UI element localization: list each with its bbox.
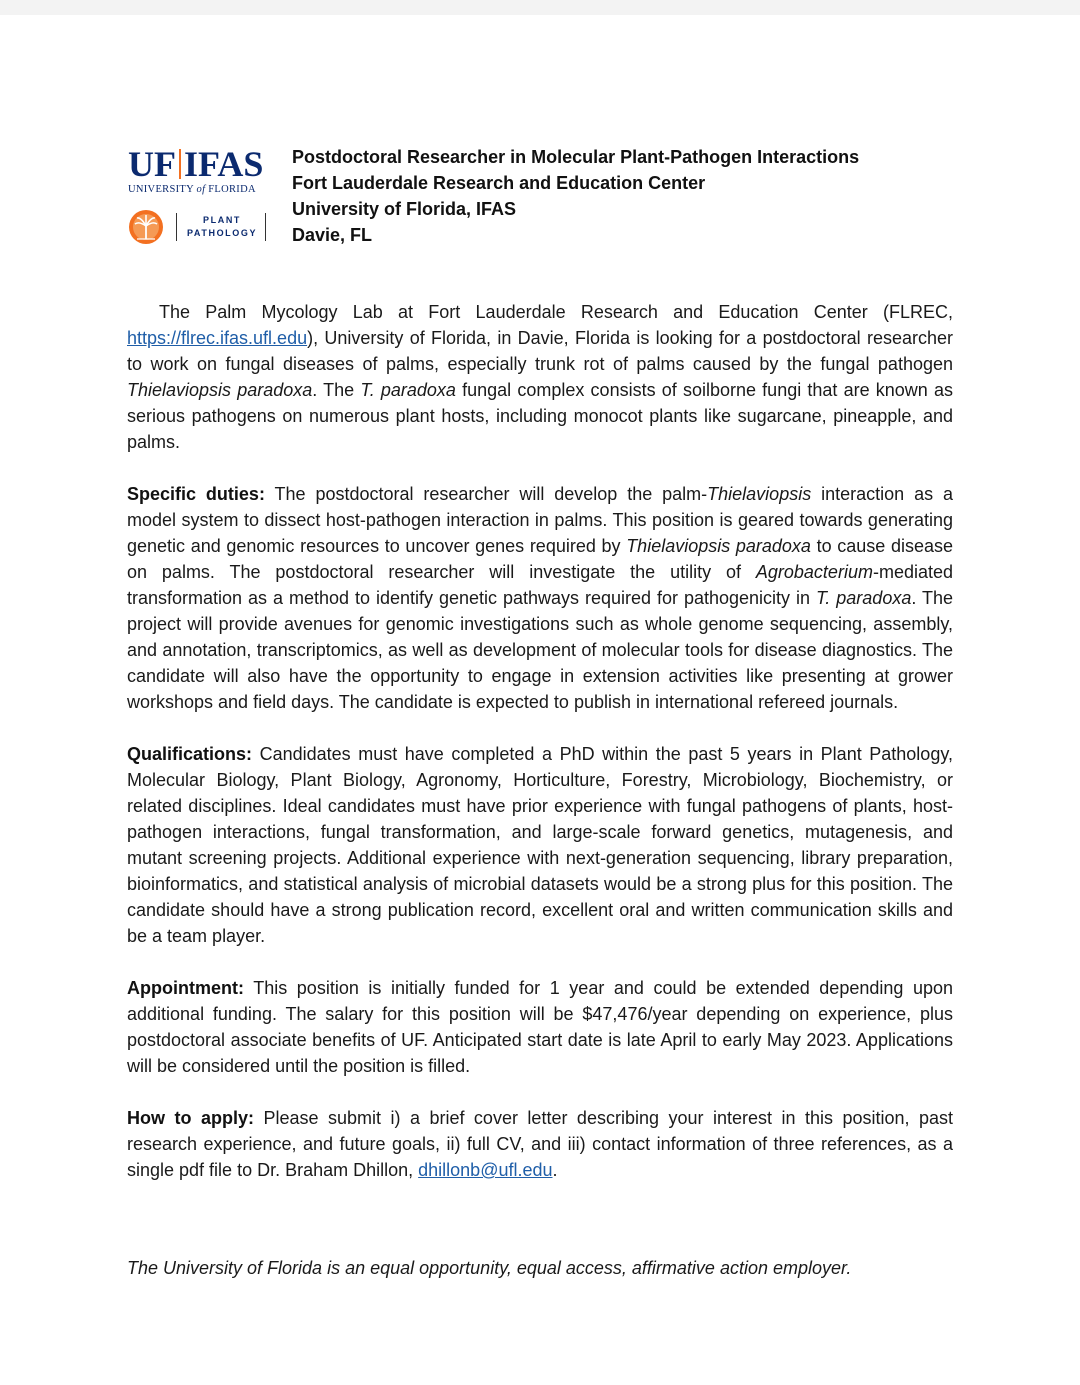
- wordmark-divider: [179, 149, 181, 179]
- ifas-text: IFAS: [184, 144, 264, 184]
- plant-pathology-divider: [176, 213, 177, 241]
- duties-paragraph: Specific duties: The postdoctoral researcher will develop the palm-Thielaviopsis interaction as a model system to dissect host-pathogen interaction in palms. This position is geared towards generating genetic and genomic resources to uncover genes required by Thielaviopsis paradoxa to cause disease on palms. The postdoctoral researcher will investigate the utility of Agrobacterium-mediated transformation as a method to identify genetic pathways required for pathogenicity in T. paradoxa. The project will provide avenues for genomic investigations such as whole genome sequencing, assembly, and annotation, transcriptomics, as well as development of molecular tools for disease diagnostics. The candidate will also have the opportunity to engage in extension activities like presenting at grower workshops and field days. The candidate is expected to publish in international refereed journals.: [127, 484, 954, 712]
- institution: University of Florida, IFAS: [292, 199, 517, 219]
- plant-pathology-text: PLANT PATHOLOGY: [187, 215, 258, 238]
- apply-paragraph: How to apply: Please submit i) a brief cover letter describing your interest in this position, past research experience, and future goals, ii) full CV, and iii) contact information of three references, as a single pdf file to Dr. Braham Dhillon, dhillonb@ufl.edu.: [127, 1108, 954, 1180]
- plant-pathology-divider-right: [265, 213, 266, 241]
- job-description: [127, 299, 953, 1209]
- uf-text: UF: [128, 144, 176, 184]
- qualifications-label: Qualifications:: [127, 744, 253, 764]
- apply-label: How to apply:: [127, 1108, 254, 1128]
- university-of-florida-text: UNIVERSITY of FLORIDA: [128, 184, 256, 195]
- email-link[interactable]: dhillonb@ufl.edu: [418, 1160, 553, 1180]
- duties-label: Specific duties:: [127, 484, 265, 504]
- intro-paragraph: The Palm Mycology Lab at Fort Lauderdale Research and Education Center (FLREC, https://flrec.ifas.ufl.edu), University of Florida, in Davie, Florida is looking for a postdoctoral researcher to work on fungal diseases of palms, especially trunk rot of palms caused by the fungal pathogen Thielaviopsis paradoxa. The T. paradoxa fungal complex consists of soilborne fungi that are known as serious pathogens on numerous plant hosts, including monocot plants like sugarcane, pineapple, and palms.: [127, 302, 954, 452]
- palm-sun-icon: [128, 209, 164, 245]
- ufifas-logo: [128, 146, 278, 245]
- job-location: Davie, FL: [292, 225, 373, 245]
- research-center: Fort Lauderdale Research and Education Center: [292, 173, 706, 193]
- eeo-statement: The University of Florida is an equal opportunity, equal access, affirmative action employer.: [127, 1258, 852, 1278]
- appointment-paragraph: Appointment: This position is initially funded for 1 year and could be extended depending upon additional funding. The salary for this position will be $47,476/year depending on experience, plus postdoctoral associate benefits of UF. Anticipated start date is late April to early May 2023. Applications will be considered until the position is filled.: [127, 978, 953, 1076]
- plant-pathology-logo: [128, 209, 278, 245]
- top-bar: [0, 0, 1080, 15]
- job-header: [292, 144, 859, 248]
- uf-ifas-wordmark: [128, 146, 278, 182]
- appointment-label: Appointment:: [127, 978, 244, 998]
- qualifications-paragraph: Qualifications: Candidates must have completed a PhD within the past 5 years in Plant Pathology, Molecular Biology, Plant Biology, Agronomy, Horticulture, Forestry, Microbiology, Biochemistry, or related disciplines. Ideal candidates must have prior experience with fungal pathogens of plants, host-pathogen interactions, fungal transformation, and large-scale forward genetics, mutagenesis, and mutant screening projects. Additional experience with next-generation sequencing, library preparation, bioinformatics, and statistical analysis of microbial datasets would be a strong plus for this position. The candidate should have a strong publication record, excellent oral and written communication skills and be a team player.: [127, 744, 953, 946]
- flrec-link[interactable]: https://flrec.ifas.ufl.edu: [127, 328, 308, 348]
- job-title: Postdoctoral Researcher in Molecular Plant-Pathogen Interactions: [292, 147, 860, 167]
